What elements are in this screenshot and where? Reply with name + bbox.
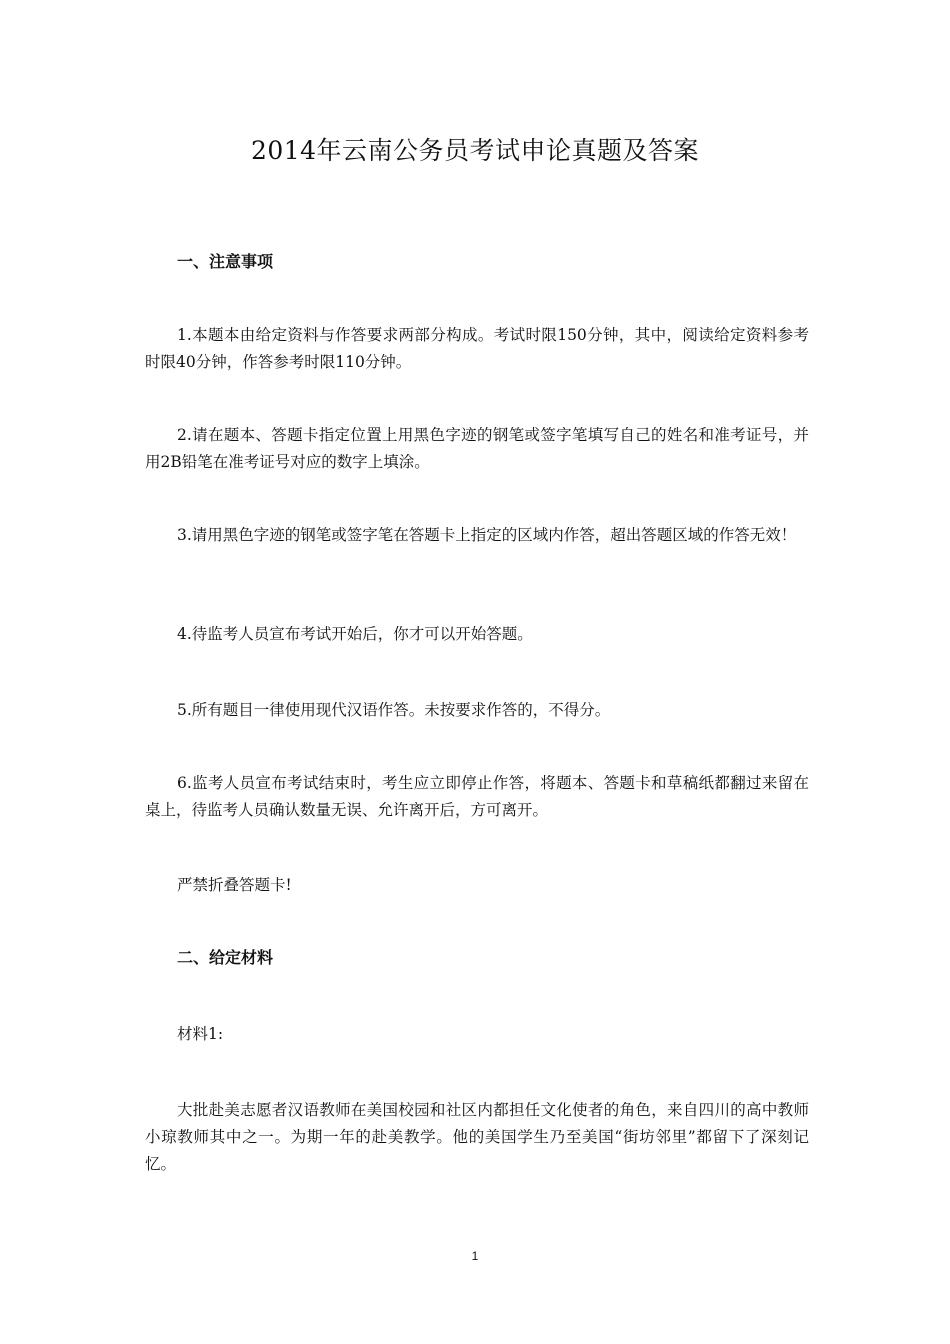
note-item-2: 2.请在题本、答题卡指定位置上用黑色字迹的钢笔或签字笔填写自己的姓名和准考证号，并用2B铅笔在准考证号对应的数字上填涂。 xyxy=(145,426,809,471)
material-paragraph: 大批赴美志愿者汉语教师在美国校园和社区内都担任文化使者的角色，来自四川的高中教师小琼教师其中之一。为期一年的赴美教学。他的美国学生乃至美国“街坊邻里”都留下了深刻记忆。 xyxy=(145,1101,809,1173)
section-heading-notes: 一、注意事项 xyxy=(177,252,274,271)
warning-text: 严禁折叠答题卡! xyxy=(177,876,292,894)
material-label: 材料1: xyxy=(177,1025,224,1043)
note-item-3: 3.请用黑色字迹的钢笔或签字笔在答题卡上指定的区域内作答，超出答题区域的作答无效！ xyxy=(177,526,797,544)
note-item-5: 5.所有题目一律使用现代汉语作答。未按要求作答的，不得分。 xyxy=(177,701,611,719)
section-heading-materials: 二、给定材料 xyxy=(177,948,274,967)
page-number: 1 xyxy=(471,1249,479,1263)
note-item-6: 6.监考人员宣布考试结束时，考生应立即停止作答，将题本、答题卡和草稿纸都翻过来留在桌上，待监考人员确认数量无误、允许离开后，方可离开。 xyxy=(145,774,809,819)
note-item-1: 1.本题本由给定资料与作答要求两部分构成。考试时限150分钟，其中，阅读给定资料参考时限40分钟，作答参考时限110分钟。 xyxy=(145,326,809,371)
document-title: 2014年云南公务员考试申论真题及答案 xyxy=(250,136,700,165)
note-item-4: 4.待监考人员宣布考试开始后，你才可以开始答题。 xyxy=(177,625,533,643)
